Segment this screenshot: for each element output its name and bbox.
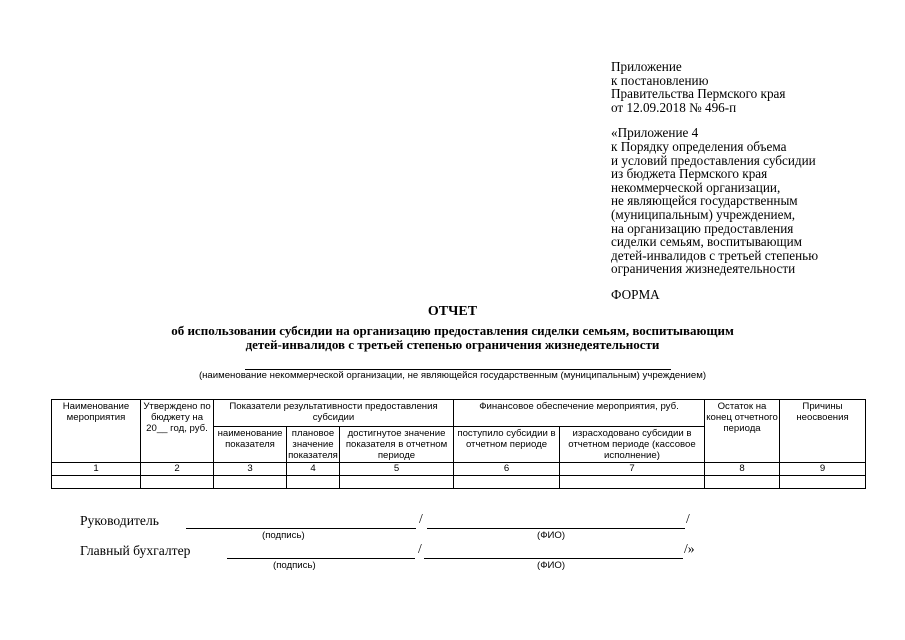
report-subtitle	[0, 324, 905, 352]
header-indicator-plan: плановое значение показателя	[288, 428, 338, 461]
accountant-label: Главный бухгалтер	[80, 543, 191, 558]
appendix-line: (муниципальным) учреждением,	[611, 206, 796, 222]
header-indicator-achieved: достигнутое значение показателя в отчетном периоде	[340, 427, 454, 463]
appendix-line: к Порядку определения объема	[611, 138, 787, 154]
head-name-caption: (ФИО)	[537, 530, 566, 541]
header-indicator-name: наименование показателя	[214, 427, 287, 463]
head-end-slash: /	[686, 511, 690, 526]
column-number: 1	[52, 463, 141, 476]
accountant-sign-caption: (подпись)	[273, 560, 316, 571]
empty-cell	[214, 476, 287, 489]
column-number: 9	[780, 463, 866, 476]
empty-cell	[287, 476, 340, 489]
empty-cell	[52, 476, 141, 489]
report-table	[51, 399, 866, 489]
empty-cell	[780, 476, 866, 489]
report-title: ОТЧЕТ	[427, 304, 478, 319]
subtitle-line-1: об использовании субсидии на организацию предоставления сиделки семьям, воспитывающим	[171, 323, 734, 338]
empty-cell	[560, 476, 705, 489]
subtitle-line-2: детей-инвалидов с третьей степенью ограничения жизнедеятельности	[245, 337, 660, 352]
column-number: 6	[454, 463, 560, 476]
form-label: ФОРМА	[611, 286, 660, 302]
header-subsidy-spent: израсходовано субсидии в отчетном периоде (кассовое исполнение)	[560, 427, 705, 463]
header-financial: Финансовое обеспечение мероприятия, руб.	[454, 400, 705, 427]
column-number: 7	[560, 463, 705, 476]
header-indicators: Показатели результативности предоставления субсидии	[214, 400, 454, 427]
header-reasons: Причины неосвоения	[780, 400, 866, 463]
appendix-line: не являющейся государственным	[611, 193, 798, 209]
appendix-line: ограничения жизнедеятельности	[611, 261, 796, 277]
accountant-name-caption: (ФИО)	[537, 560, 566, 571]
head-slash: /	[419, 511, 423, 526]
column-number: 2	[141, 463, 214, 476]
column-number: 5	[340, 463, 454, 476]
appendix-line: детей-инвалидов с третьей степенью	[611, 247, 819, 263]
header-approved: Утверждено по бюджету на 20__ год, руб.	[141, 400, 214, 463]
appendix-line: сиделки семьям, воспитывающим	[611, 234, 803, 250]
column-number: 4	[287, 463, 340, 476]
head-name-line	[427, 528, 685, 529]
appendix-line: из бюджета Пермского края	[611, 166, 768, 182]
header-balance: Остаток на конец отчетного периода	[705, 400, 780, 463]
appendix-line: некоммерческой организации,	[611, 179, 781, 195]
empty-cell	[141, 476, 214, 489]
empty-cell	[705, 476, 780, 489]
accountant-name-line	[424, 558, 683, 559]
appendix-line: от 12.09.2018 № 496-п	[611, 99, 737, 115]
appendix-line: Приложение	[611, 59, 682, 74]
appendix-line: «Приложение 4	[611, 125, 699, 141]
appendix-block	[611, 60, 818, 302]
head-label: Руководитель	[80, 513, 159, 528]
column-number: 8	[705, 463, 780, 476]
appendix-line: на организацию предоставления	[611, 220, 794, 236]
head-sign-caption: (подпись)	[262, 530, 305, 541]
appendix-line: и условий предоставления субсидии	[611, 152, 816, 168]
org-name-caption: (наименование некоммерческой организации, не являющейся государственным (муниципальным) учреждением)	[198, 370, 707, 381]
empty-cell	[340, 476, 454, 489]
header-subsidy-received: поступило субсидии в отчетном периоде	[454, 427, 560, 463]
accountant-slash: /	[418, 541, 422, 556]
header-event: Наименование мероприятия	[52, 400, 141, 463]
accountant-end: /»	[684, 541, 695, 556]
appendix-line: Правительства Пермского края	[611, 86, 786, 102]
accountant-sign-line	[227, 558, 415, 559]
empty-cell	[454, 476, 560, 489]
appendix-line: к постановлению	[611, 72, 709, 88]
column-number: 3	[214, 463, 287, 476]
head-sign-line	[186, 528, 416, 529]
